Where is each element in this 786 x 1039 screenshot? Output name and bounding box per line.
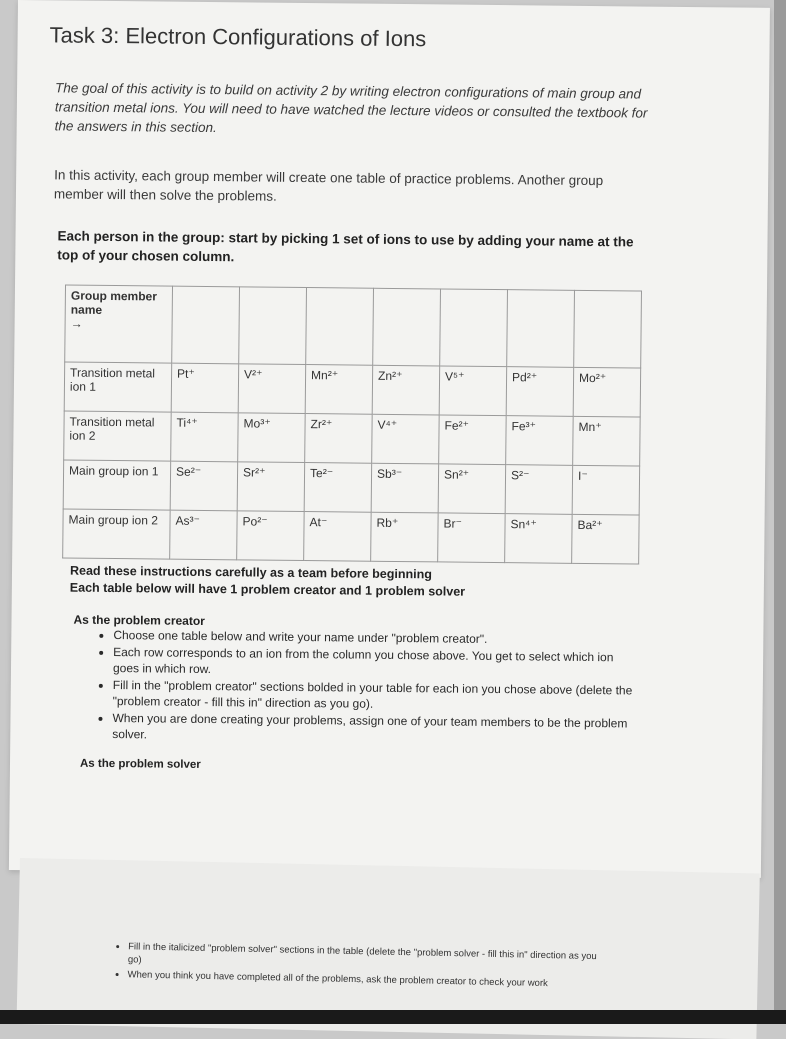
ion-cell: Sr²⁺ <box>237 462 305 512</box>
ion-cell: Br⁻ <box>438 513 506 563</box>
read-instructions-line1: Read these instructions carefully as a team before beginning <box>69 563 432 582</box>
list-item: • Choose one table below and write your name under "problem creator". <box>113 627 633 648</box>
background-edge <box>774 0 786 1024</box>
ion-cell: V²⁺ <box>238 364 306 414</box>
member-name-cell[interactable] <box>306 288 374 366</box>
ion-cell: Mn²⁺ <box>305 365 373 415</box>
ion-cell: Ti⁴⁺ <box>171 412 239 462</box>
page-title: Task 3: Electron Configurations of Ions <box>49 22 427 52</box>
ion-cell: Se²⁻ <box>170 461 238 511</box>
member-name-cell[interactable] <box>574 290 642 368</box>
member-name-cell[interactable] <box>373 288 441 366</box>
ion-cell: Zr²⁺ <box>305 414 373 464</box>
intro-activity: In this activity, each group member will create one table of practice problems. Another group member will then solve the problems. <box>53 167 604 204</box>
member-name-cell[interactable] <box>172 286 240 364</box>
row-label: Main group ion 2 <box>63 509 171 559</box>
list-item: • Each row corresponds to an ion from the column you chose above. You get to select which ion goes in which row. <box>113 644 633 681</box>
ion-cell: Ba²⁺ <box>572 514 640 564</box>
ion-cell: Zn²⁺ <box>372 365 440 415</box>
ion-cell: Fe³⁺ <box>506 416 574 466</box>
ion-cell: I⁻ <box>572 465 640 515</box>
list-item: • Fill in the italicized "problem solver" sections in the table (delete the "problem solver - fill this in" direction as you go) <box>128 940 608 976</box>
bottom-edge <box>0 1010 786 1024</box>
table-row <box>63 460 639 515</box>
instruction-pick-ions: Each person in the group: start by picking 1 set of ions to use by adding your name at the top of your chosen column. <box>57 228 634 265</box>
ions-table <box>62 285 642 565</box>
arrow-icon: → <box>70 316 83 331</box>
ion-cell: Po²⁻ <box>237 511 305 561</box>
solver-list <box>95 940 608 994</box>
ion-cell: Mn⁺ <box>573 416 641 466</box>
ion-cell: Sb³⁻ <box>371 463 439 513</box>
ion-cell: V⁵⁺ <box>439 366 507 416</box>
list-item: • When you think you have completed all of the problems, ask the problem creator to check your work <box>127 968 607 991</box>
ion-cell: Sn²⁺ <box>438 464 506 514</box>
ion-cell: Sn⁴⁺ <box>505 514 573 564</box>
page-sheet <box>9 0 770 878</box>
read-instructions-line2: Each table below will have 1 problem creator and 1 problem solver <box>69 580 466 599</box>
creator-list <box>70 627 633 749</box>
ion-cell: Mo²⁺ <box>573 367 641 417</box>
ion-cell: Rb⁺ <box>371 512 439 562</box>
group-member-header <box>65 285 173 363</box>
member-name-cell[interactable] <box>239 287 307 365</box>
solver-heading: As the problem solver <box>79 757 201 771</box>
table-row <box>64 362 640 417</box>
ion-cell: At⁻ <box>304 512 372 562</box>
read-instructions <box>70 563 466 601</box>
list-item: • When you are done creating your problems, assign one of your team members to be the problem solver. <box>112 710 632 747</box>
intro-goal: The goal of this activity is to build on activity 2 by writing electron configurations of main group and transition metal ions. You will need to have watched the lecture videos or consulted the textbook for the answers in this section. <box>54 80 648 136</box>
ion-cell: Pt⁺ <box>171 363 239 413</box>
ion-cell: Fe²⁺ <box>439 415 507 465</box>
ion-cell: V⁴⁺ <box>372 414 440 464</box>
row-label: Transition metal ion 2 <box>64 411 172 461</box>
list-item: • Fill in the "problem creator" sections bolded in your table for each ion you chose above (delete the "problem creator - fill this in" direction as you go). <box>113 677 633 714</box>
table-row <box>64 411 640 466</box>
row-label: Main group ion 1 <box>63 460 171 510</box>
member-name-cell[interactable] <box>507 290 575 368</box>
row-label: Transition metal ion 1 <box>64 362 172 412</box>
member-name-cell[interactable] <box>440 289 508 367</box>
group-member-label: Group member name <box>70 288 157 317</box>
ion-cell: As³⁻ <box>170 510 238 560</box>
ion-cell: Mo³⁺ <box>238 413 306 463</box>
ion-cell: Pd²⁺ <box>506 367 574 417</box>
creator-heading: As the problem creator <box>73 612 205 628</box>
table-row <box>65 285 642 368</box>
ion-cell: Te²⁻ <box>304 463 372 513</box>
table-row <box>63 509 639 564</box>
ion-cell: S²⁻ <box>505 465 573 515</box>
